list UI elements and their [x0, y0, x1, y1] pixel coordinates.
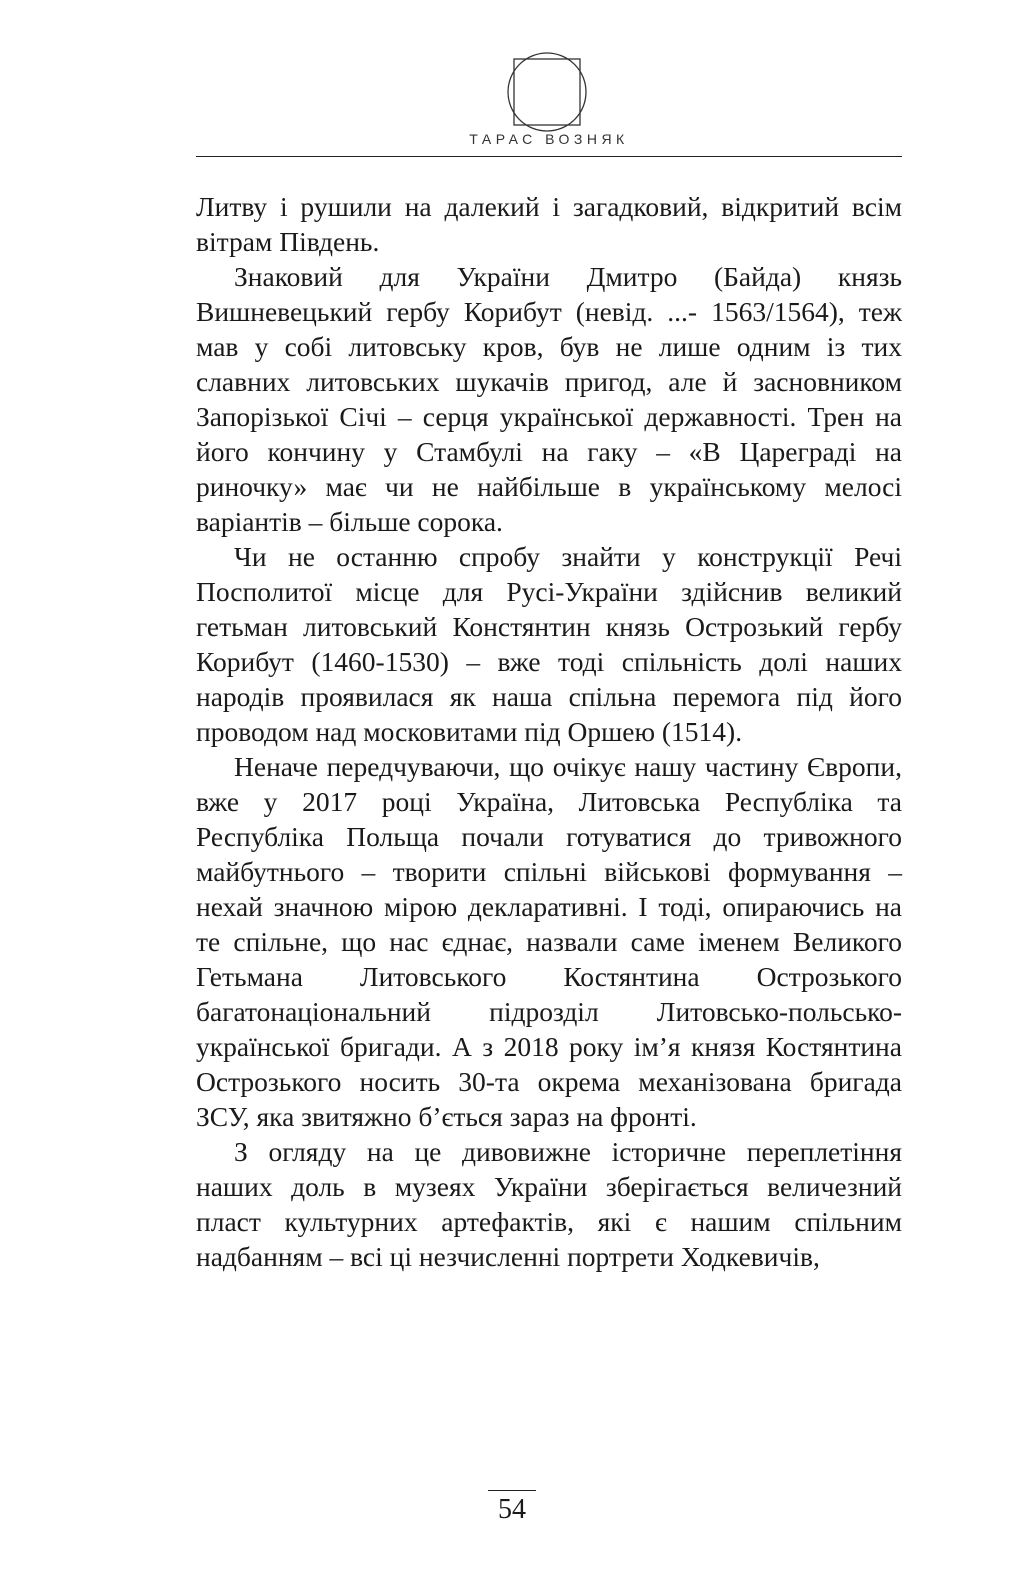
paragraph: Литву і рушили на далекий і загадковий, відкритий всім вітрам Південь.	[196, 191, 902, 257]
body-text	[196, 189, 902, 1274]
paragraph: З огляду на це дивовижне історичне переплетіння наших доль в музеях України зберігається величезний пласт культурних артефактів, які є нашим спільним надбанням – всі ці незчисленні портрети Ходкевичів,	[196, 1136, 902, 1272]
author-name: ТАРАС ВОЗНЯК	[469, 131, 629, 147]
page-number: 54	[498, 1494, 526, 1525]
page-footer	[488, 1490, 536, 1525]
paragraph: Чи не останню спробу знайти у конструкції Речі Посполитої місце для Русі-України здійснив великий гетьман литовський Констянтин князь Острозький гербу Корибут (1460-1530) – вже тоді спільність долі наших народів проявилася як наша спільна перемога під його проводом над московитами під Оршею (1514).	[196, 541, 902, 747]
header-rule	[196, 156, 902, 157]
paragraph: Неначе передчуваючи, що очікує нашу частину Європи, вже у 2017 році Україна, Литовська Республіка та Республіка Польща почали готуватися до тривожного майбутнього – творити спільні військові формування – нехай значною мірою декларативні. І тоді, опираючись на те спільне, що нас єднає, назвали саме іменем Великого Гетьмана Литовського Костянтина Острозького багатонаціональний підрозділ Литовсько-польсько-української бригади. А з 2018 року ім’я князя Костянтина Острозького носить 30-та окрема механізована бригада ЗСУ, яка звитяжно б’ється зараз на фронті.	[196, 751, 902, 1132]
circle-square-logo-icon	[507, 45, 587, 145]
paragraph: Знаковий для України Дмитро (Байда) князь Вишневецький гербу Корибут (невід. ...- 1563/1564), теж мав у собі литовську кров, був не лише одним із тих славних литовських шукачів пригод, але й засновником Запорізької Січі – серця української державності. Трен на його кончину у Стамбулі на гаку – «В Цареграді на риночку» має чи не найбільше в українському мелосі варіантів – більше сорока.	[196, 261, 902, 537]
footer-rule	[488, 1490, 536, 1491]
